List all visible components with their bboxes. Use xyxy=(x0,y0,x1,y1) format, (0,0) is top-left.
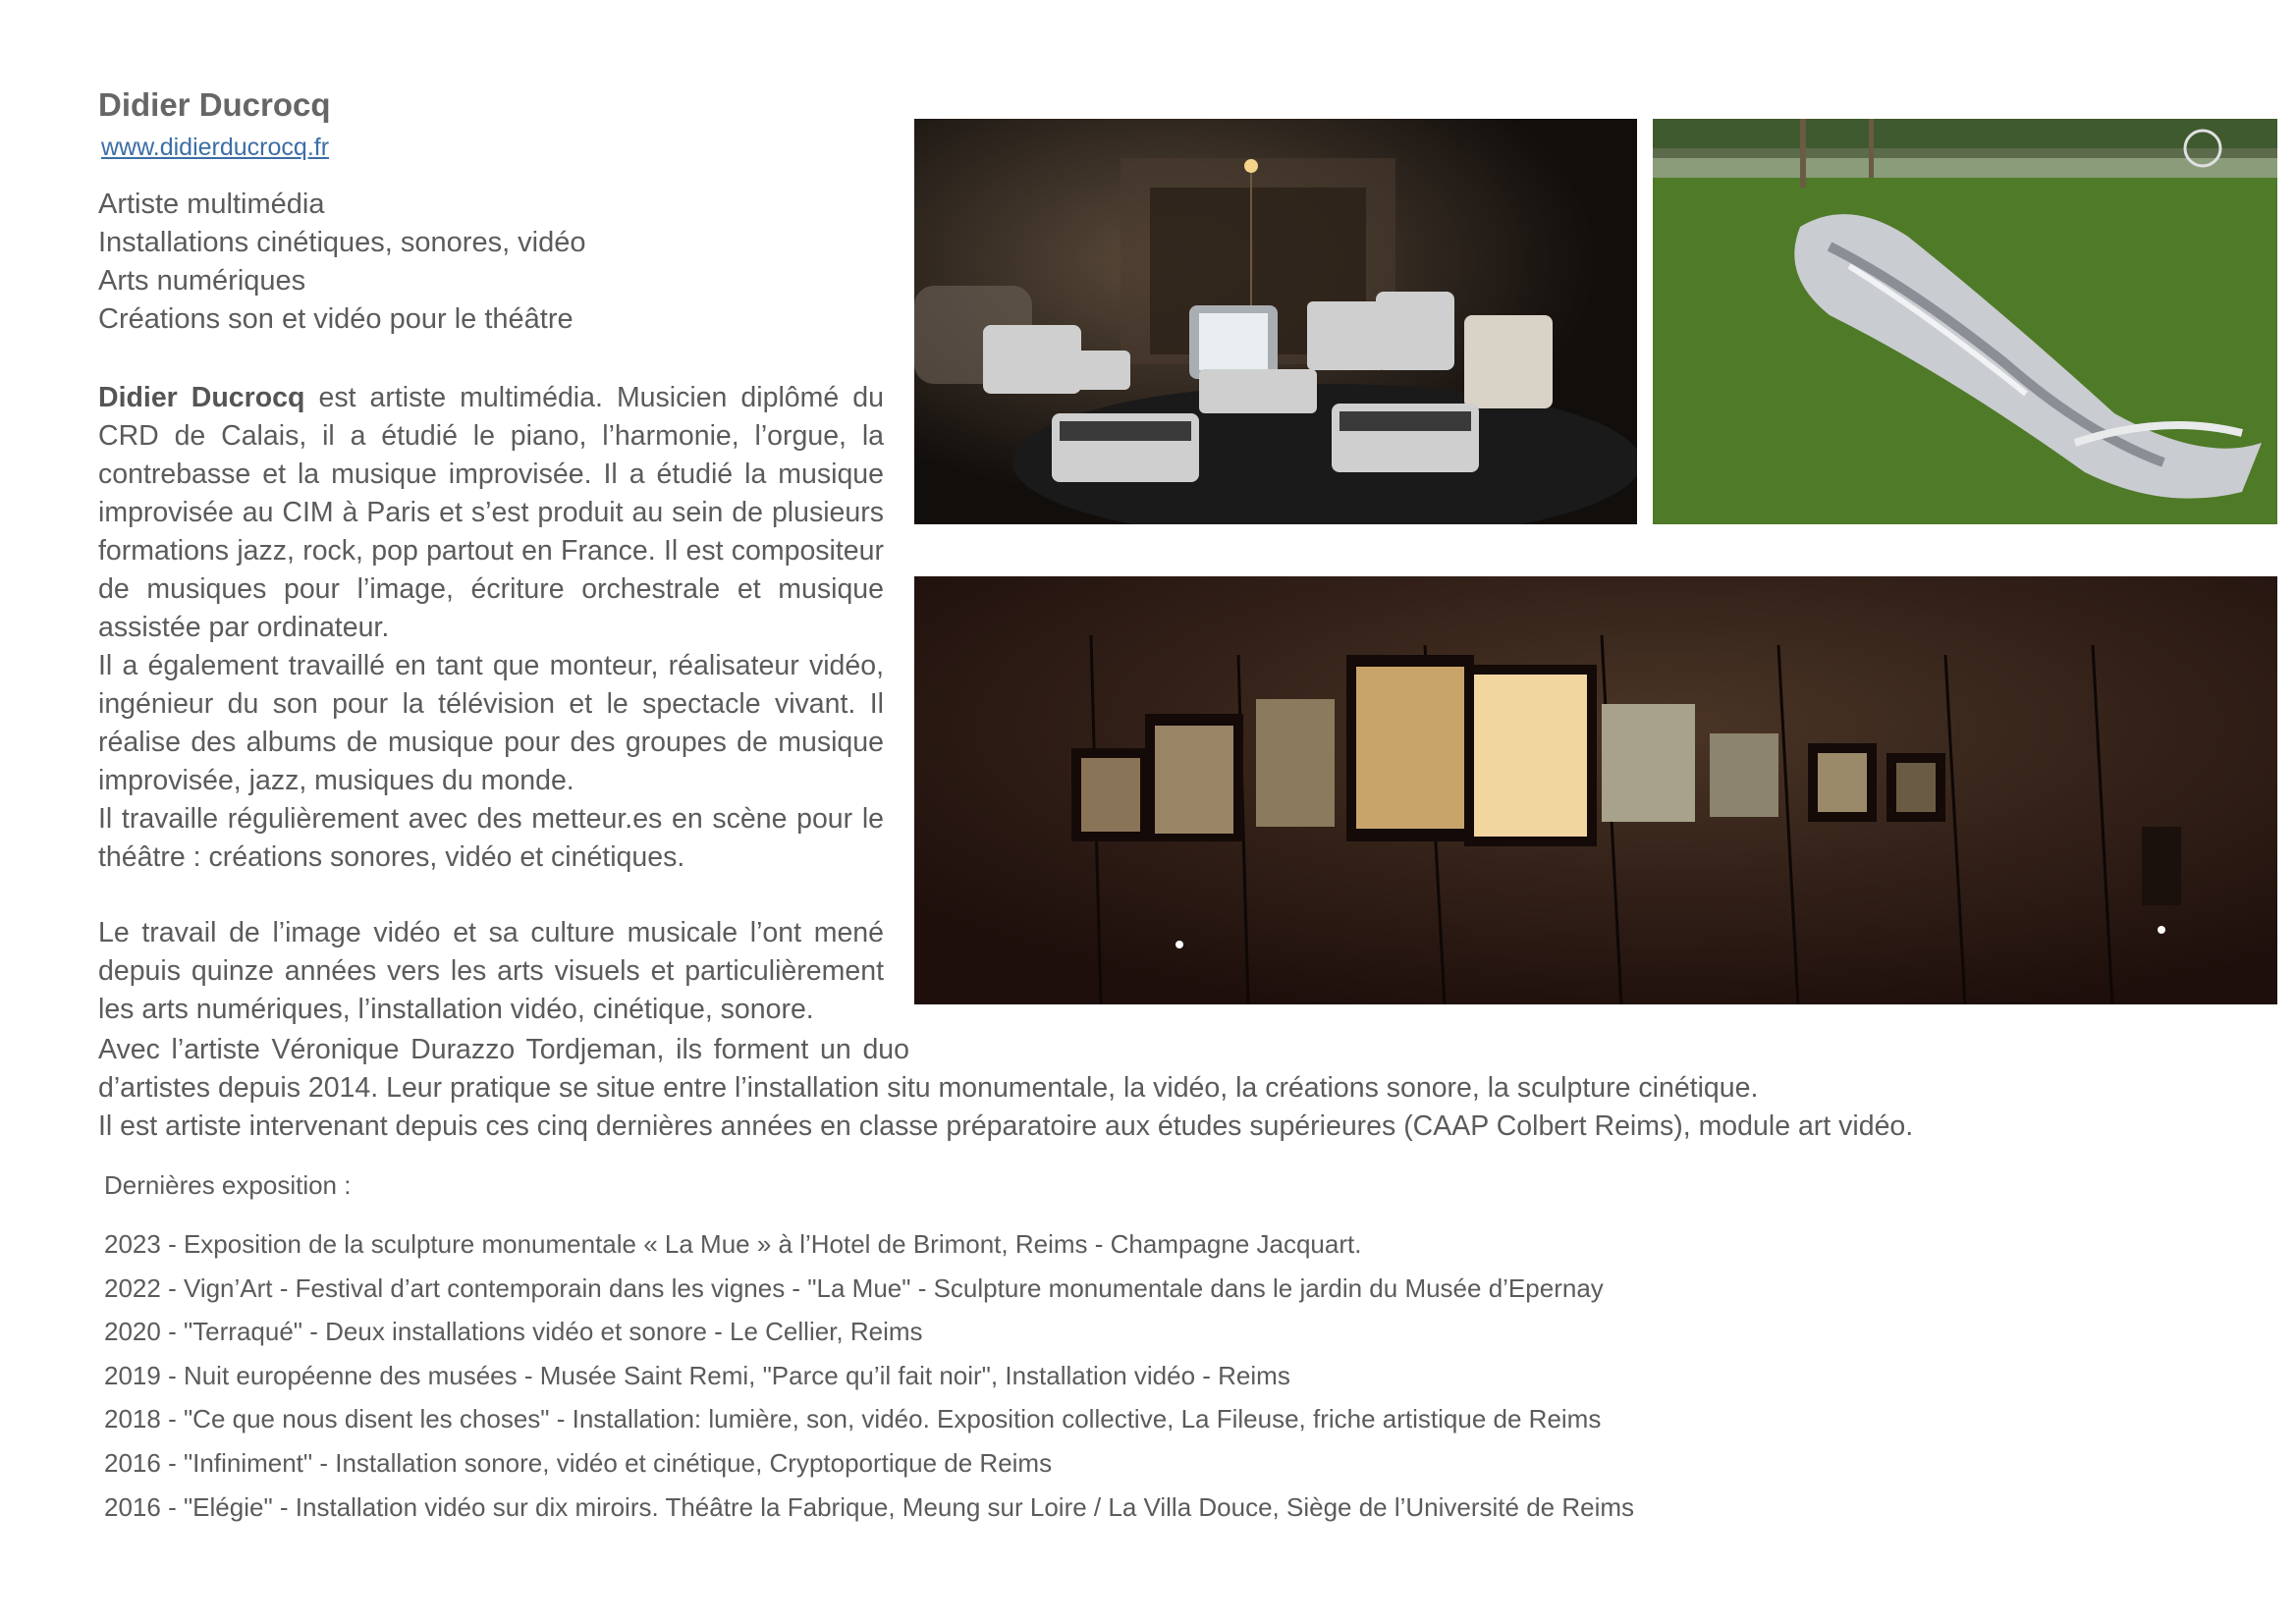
biography xyxy=(98,379,884,877)
bio-name: Didier Ducrocq xyxy=(98,382,305,413)
artist-name: Didier Ducrocq xyxy=(98,86,331,123)
bio-paragraph-5-line-1: Avec l’artiste Véronique Durazzo Tordjeman, ils forment un duo xyxy=(98,1034,909,1065)
exhibitions-list xyxy=(104,1227,1634,1534)
exhibition-item: 2020 - "Terraqué" - Deux installations vidéo et sonore - Le Cellier, Reims xyxy=(104,1317,923,1347)
bio-paragraph-6: Il est artiste intervenant depuis ces cinq dernières années en classe préparatoire aux études supérieures (CAAP Colbert Reims), module art vidéo. xyxy=(98,1110,1914,1142)
role-item: Artiste multimédia xyxy=(98,189,325,220)
exhibition-item: 2022 - Vign’Art - Festival d’art contemporain dans les vignes - "La Mue" - Sculpture monumentale dans le jardin du Musée d’Epernay xyxy=(104,1272,1604,1303)
bio-paragraph-1: est artiste multimédia. Musicien diplômé du CRD de Calais, il a étudié le piano, l’harmonie, l’orgue, la contrebasse et la musique improvisée. Il a étudié la musique improvisée au CIM à Paris et s’est produit au sein de plusieurs formations jazz, rock, pop partout en France. Il est compositeur de musiques pour l’image, écriture orchestrale et musique assistée par ordinateur. xyxy=(98,382,884,643)
bio-paragraph-4: Le travail de l’image vidéo et sa culture musicale l’ont mené depuis quinze années vers les arts visuels et particulièrement les arts numériques, l’installation vidéo, cinétique, sonore. xyxy=(98,917,884,1025)
bio-paragraph-3: Il travaille régulièrement avec des metteur.es en scène pour le théâtre : créations sonores, vidéo et cinétiques. xyxy=(98,803,884,873)
exhibition-item: 2016 - "Infiniment" - Installation sonore, vidéo et cinétique, Cryptoportique de Reims xyxy=(104,1447,1053,1478)
role-item: Installations cinétiques, sonores, vidéo xyxy=(98,227,586,258)
exhibition-item: 2019 - Nuit européenne des musées - Musée Saint Remi, "Parce qu’il fait noir", Installation vidéo - Reims xyxy=(104,1360,1290,1390)
bio-paragraph-2: Il a également travaillé en tant que monteur, réalisateur vidéo, ingénieur du son pour la télévision et le spectacle vivant. Il réalise des albums de musique pour des groupes de musique improvisée, jazz, musiques du monde. xyxy=(98,650,884,796)
suitcases-installation-photo xyxy=(914,119,1637,524)
role-item: Créations son et vidéo pour le théâtre xyxy=(98,303,574,335)
website-link[interactable]: www.didierducrocq.fr xyxy=(101,134,330,161)
bio-paragraph-5-line-2: d’artistes depuis 2014. Leur pratique se situe entre l’installation situ monumentale, la vidéo, la créations sonore, la sculpture cinétique. xyxy=(98,1072,1759,1104)
exhibition-item: 2023 - Exposition de la sculpture monumentale « La Mue » à l’Hotel de Brimont, Reims - Champagne Jacquart. xyxy=(104,1229,1362,1259)
mirror-sculpture-photo xyxy=(1653,119,2277,524)
exhibition-item: 2018 - "Ce que nous disent les choses" - Installation: lumière, son, vidéo. Exposition collective, La Fileuse, friche artistique de Reims xyxy=(104,1404,1602,1434)
role-item: Arts numériques xyxy=(98,265,306,297)
exhibitions-heading: Dernières exposition : xyxy=(104,1170,352,1200)
exhibition-item: 2016 - "Elégie" - Installation vidéo sur dix miroirs. Théâtre la Fabrique, Meung sur Loire / La Villa Douce, Siège de l’Université de Reims xyxy=(104,1491,1635,1522)
video-frames-installation-photo xyxy=(914,576,2277,1004)
roles-list xyxy=(98,186,586,339)
